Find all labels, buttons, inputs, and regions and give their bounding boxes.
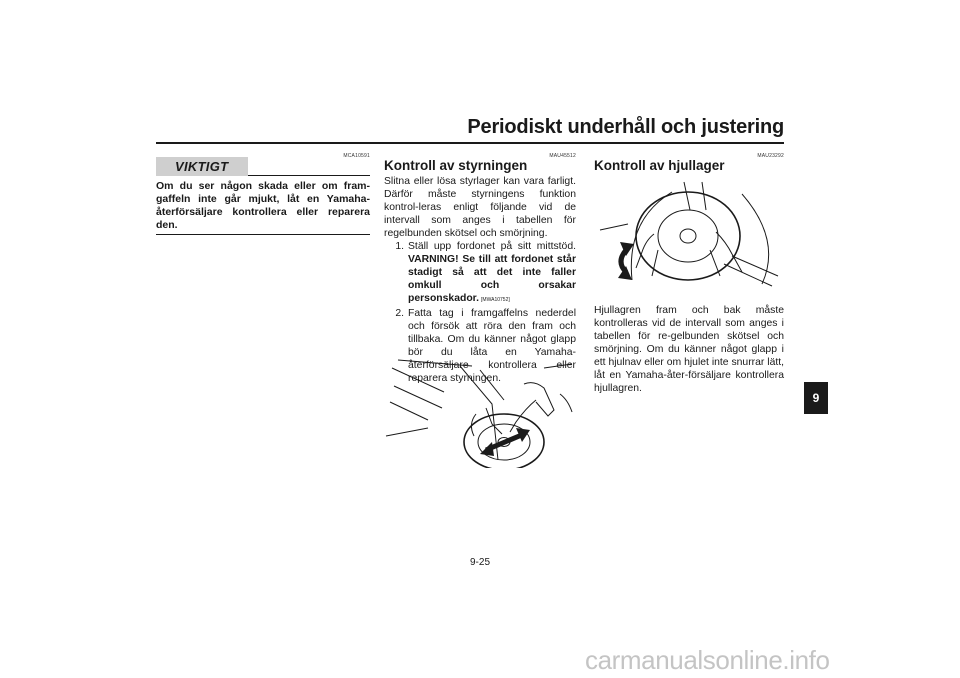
steering-section (384, 175, 576, 385)
notice-bottom-rule (156, 234, 370, 235)
fork-check-illustration (384, 356, 576, 468)
notice-text: Om du ser någon skada eller om fram-gaffeln inte går mjukt, låt en Yamaha-återförsäljare kontrollera eller reparera den. (156, 180, 370, 231)
steering-heading: Kontroll av styrningen (384, 158, 528, 173)
chapter-tab: 9 (804, 382, 828, 414)
bearings-heading: Kontroll av hjullager (594, 158, 725, 173)
step-number: 2. (395, 308, 404, 319)
warning-code: [MWA10752] (481, 297, 510, 303)
watermark: carmanualsonline.info (585, 645, 830, 675)
step-text: Fatta tag i framgaffelns nederdel och försök att röra den fram och tillbaka. Om du känner något glapp bör du låta en Yamaha-återförsäljare kontrollera eller reparera styrningen. (408, 308, 576, 384)
bearings-code: MAU23292 (757, 153, 784, 159)
steering-step-1 (384, 240, 576, 307)
notice-label: VIKTIGT (156, 157, 248, 176)
wheel-bearing-illustration (592, 180, 784, 292)
header-rule (156, 142, 784, 144)
page-title: Periodiskt underhåll och justering (467, 116, 784, 138)
notice-top-rule (248, 175, 370, 176)
page-number: 9-25 (469, 557, 490, 568)
step-warning: VARNING! Se till att fordonet står stadigt så att det inte faller omkull och orsakar personskador. (408, 254, 576, 304)
steering-code: MAU45512 (549, 153, 576, 159)
bearings-text: Hjullagren fram och bak måste kontrolleras vid de intervall som anges i tabellen för re-gelbunden skötsel och smörjning. Om du känner något glapp i ett hjulnav eller om hjulet inte snurrar lätt, låt en Yamaha-åter-försäljare kontrollera hjullagren. (594, 305, 785, 394)
steering-intro: Slitna eller lösa styrlager kan vara farligt. Därför måste styrningens funktion kontrol-leras enligt följande vid de intervall som anges i tabellen för regelbunden skötsel och smörjning. (384, 176, 576, 239)
notice-code: MCA10591 (343, 153, 370, 159)
double-arrow-icon (480, 428, 530, 456)
step-text: Ställ upp fordonet på sitt mittstöd. (408, 241, 576, 252)
step-number: 1. (395, 241, 404, 252)
